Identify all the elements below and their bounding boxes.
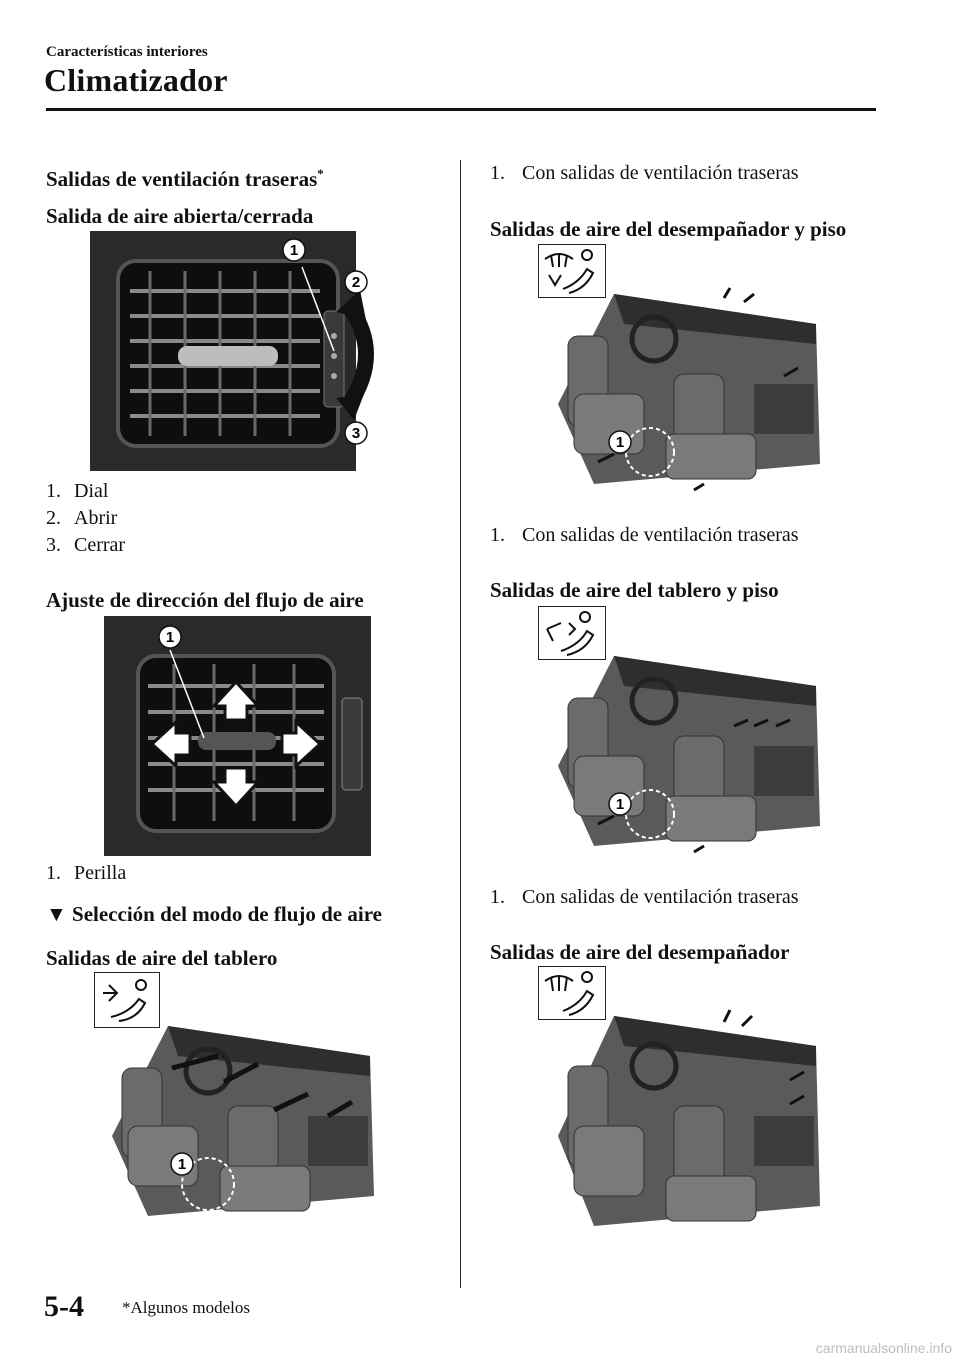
callout-1-c [170, 1152, 194, 1176]
section-label: Características interiores [46, 44, 208, 60]
triangle-bullet-icon: ▼ [46, 902, 67, 926]
callout-1-a [282, 238, 306, 262]
svg-text:3: 3 [351, 425, 361, 442]
heading-open-close: Salida de aire abierta/cerrada [46, 204, 314, 228]
heading-dash: Salidas de aire del tablero [46, 946, 278, 970]
caption-num: 1. [490, 162, 505, 184]
heading-rear-vents [46, 166, 324, 192]
heading-dash-floor: Salidas de aire del tablero y piso [490, 578, 779, 602]
caption-text: Con salidas de ventilación traseras [522, 886, 799, 908]
page-title: Climatizador [44, 62, 228, 98]
caption-1 [490, 162, 799, 185]
defrost-floor-illustration [554, 284, 824, 494]
svg-text:1: 1 [615, 796, 625, 813]
svg-text:1: 1 [165, 629, 175, 646]
list-num: 1. [46, 480, 61, 502]
heading-rear-vents-text: Salidas de ventilación traseras [46, 167, 318, 191]
dash-floor-illustration [554, 646, 824, 856]
column-divider [460, 160, 461, 1288]
list-item [46, 862, 126, 889]
defrost-illustration [554, 1006, 824, 1236]
vent-open-close-photo [90, 231, 356, 471]
asterisk-mark: * [317, 166, 324, 181]
footnote: *Algunos modelos [122, 1298, 250, 1317]
list-item [46, 507, 125, 534]
header-rule [46, 108, 876, 111]
svg-text:1: 1 [615, 434, 625, 451]
callout-1-b [158, 625, 182, 649]
list-text: Cerrar [74, 534, 126, 556]
heading-defrost: Salidas de aire del desempañador [490, 940, 790, 964]
dash-vents-illustration [108, 1016, 378, 1226]
caption-num: 1. [490, 524, 505, 546]
callout-1-d [608, 430, 632, 454]
list-item [46, 534, 125, 561]
callout-1-e [608, 792, 632, 816]
callout-2 [344, 270, 368, 294]
caption-text: Con salidas de ventilación traseras [522, 162, 799, 184]
list-item [46, 480, 125, 507]
callout-3 [344, 421, 368, 445]
list-num: 2. [46, 507, 61, 529]
svg-text:1: 1 [289, 242, 299, 259]
svg-text:1: 1 [177, 1156, 187, 1173]
caption-num: 1. [490, 886, 505, 908]
caption-text: Con salidas de ventilación traseras [522, 524, 799, 546]
list-direction [46, 862, 126, 889]
page-number: 5-4 [44, 1290, 84, 1323]
svg-text:2: 2 [351, 274, 361, 291]
heading-mode [46, 902, 382, 927]
caption-3 [490, 886, 799, 909]
list-num: 1. [46, 862, 61, 884]
heading-direction: Ajuste de dirección del flujo de aire [46, 588, 364, 612]
heading-mode-text: Selección del modo de flujo de aire [72, 902, 382, 926]
list-num: 3. [46, 534, 61, 556]
watermark: carmanualsonline.info [815, 1340, 952, 1356]
list-open-close [46, 480, 125, 561]
heading-defrost-floor: Salidas de aire del desempañador y piso [490, 217, 847, 241]
caption-2 [490, 524, 799, 547]
list-text: Dial [74, 480, 109, 502]
list-text: Perilla [74, 862, 127, 884]
list-text: Abrir [74, 507, 118, 529]
vent-direction-photo [104, 616, 371, 856]
